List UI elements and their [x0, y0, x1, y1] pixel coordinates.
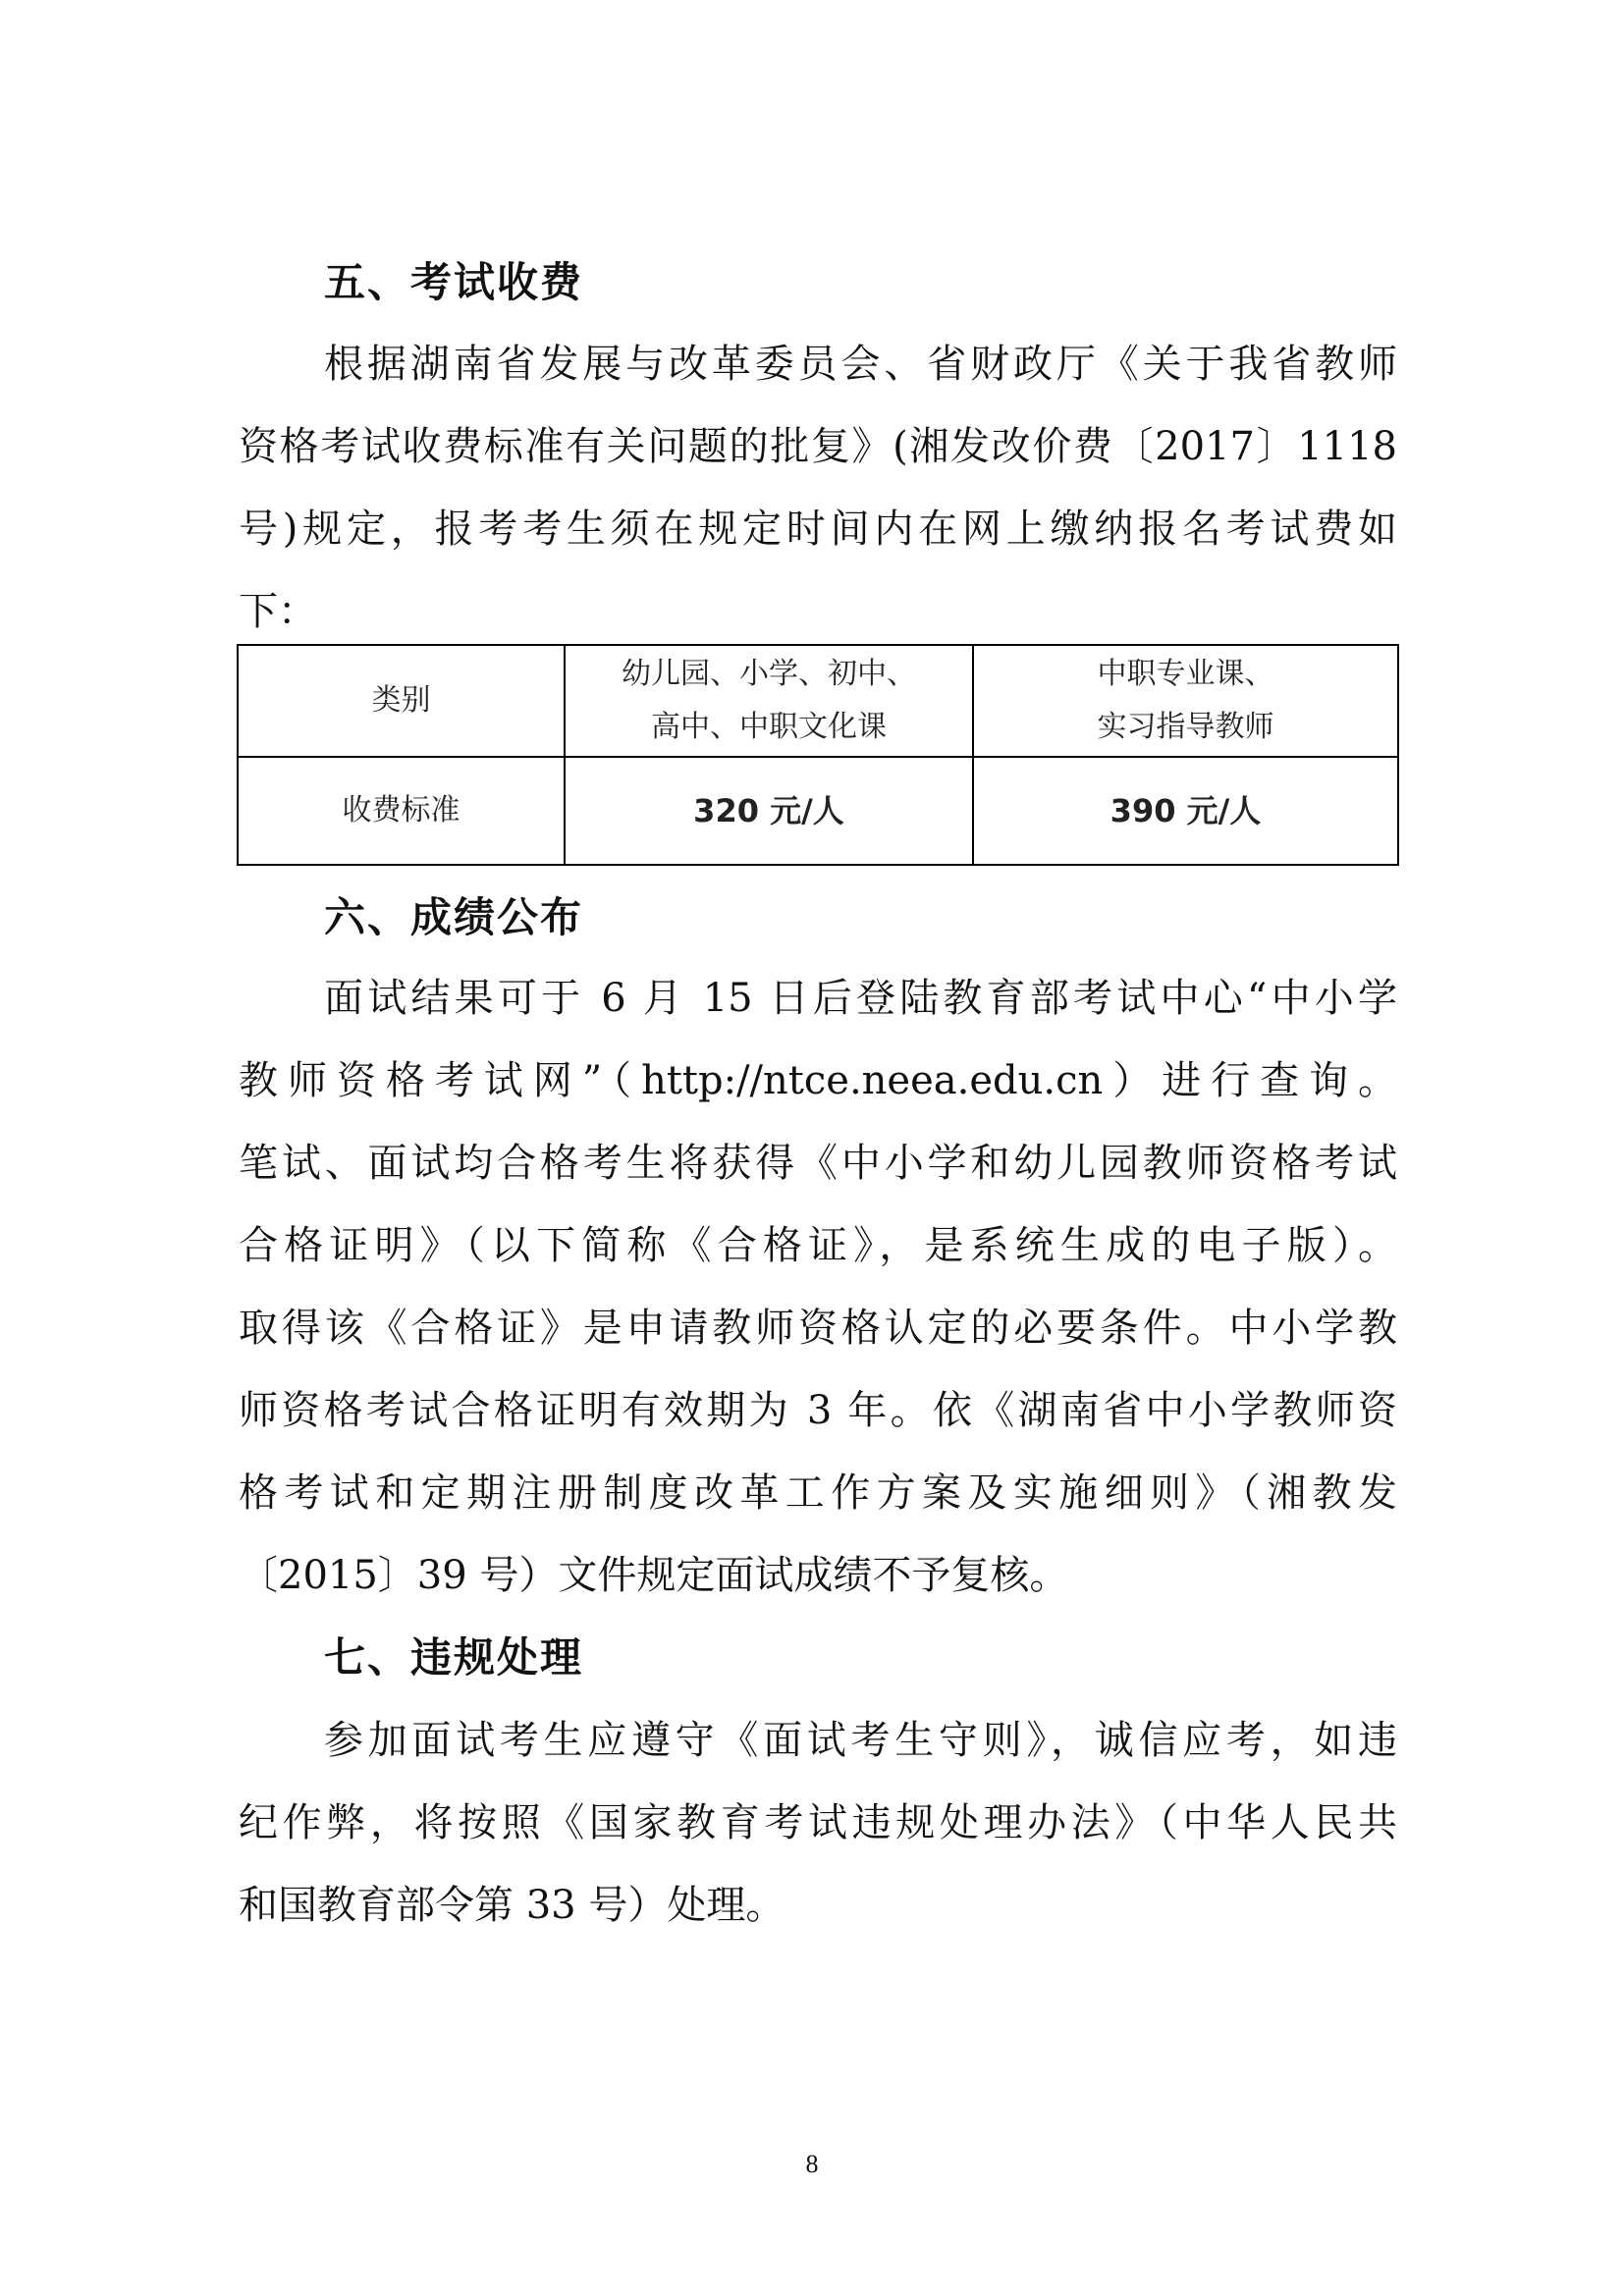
section-heading-fees: 五、考试收费: [324, 258, 584, 306]
paragraph-line: 师资格考试合格证明有效期为 3 年。依《湖南省中小学教师资: [239, 1388, 1397, 1433]
paragraph-line: 和国教育部令第 33 号）处理。: [239, 1883, 785, 1928]
table-cell-fee-label: 收费标准: [238, 757, 565, 865]
paragraph-line: 〔2015〕39 号）文件规定面试成绩不予复核。: [239, 1553, 1069, 1598]
header-general-line2: 高中、中职文化课: [651, 710, 887, 744]
paragraph-line: 教师资格考试网”（http://ntce.neea.edu.cn）进行查询。: [239, 1058, 1397, 1103]
paragraph-line: 纪作弊，将按照《国家教育考试违规处理办法》（中华人民共: [239, 1800, 1397, 1845]
paragraph-line: 取得该《合格证》是申请教师资格认定的必要条件。中小学教: [239, 1306, 1397, 1351]
fee-table: [237, 644, 1399, 866]
paragraph-line: 参加面试考生应遵守《面试考生守则》，诚信应考，如违: [324, 1718, 1397, 1763]
table-cell-header-general: [565, 645, 973, 757]
page-number: 8: [805, 2150, 819, 2178]
paragraph-line: 笔试、面试均合格考生将获得《中小学和幼儿园教师资格考试: [239, 1141, 1397, 1186]
paragraph-line: 下：: [239, 589, 317, 634]
table-cell-header-vocational: [973, 645, 1398, 757]
table-cell-fee-general: 320 元/人: [565, 757, 973, 865]
header-general-line1: 幼儿园、小学、初中、: [622, 657, 916, 691]
header-vocational-line1: 中职专业课、: [1097, 657, 1274, 691]
paragraph-line: 合格证明》（以下简称《合格证》，是系统生成的电子版）。: [239, 1223, 1397, 1268]
table-row: [238, 757, 1398, 865]
table-cell-category: 类别: [238, 645, 565, 757]
table-header-row: [238, 645, 1398, 757]
section-heading-violations: 七、违规处理: [324, 1633, 584, 1682]
section-heading-results: 六、成绩公布: [324, 893, 584, 941]
paragraph-line: 面试结果可于 6 月 15 日后登陆教育部考试中心“中小学: [324, 976, 1397, 1021]
header-vocational-line2: 实习指导教师: [1097, 710, 1274, 744]
paragraph-line: 根据湖南省发展与改革委员会、省财政厅《关于我省教师: [324, 342, 1397, 387]
paragraph-line: 格考试和定期注册制度改革工作方案及实施细则》（湘教发: [239, 1470, 1397, 1516]
table-cell-fee-vocational: 390 元/人: [973, 757, 1398, 865]
paragraph-line: 号)规定，报考考生须在规定时间内在网上缴纳报名考试费如: [239, 507, 1397, 552]
paragraph-line: 资格考试收费标准有关问题的批复》(湘发改价费〔2017〕1118: [239, 424, 1397, 469]
